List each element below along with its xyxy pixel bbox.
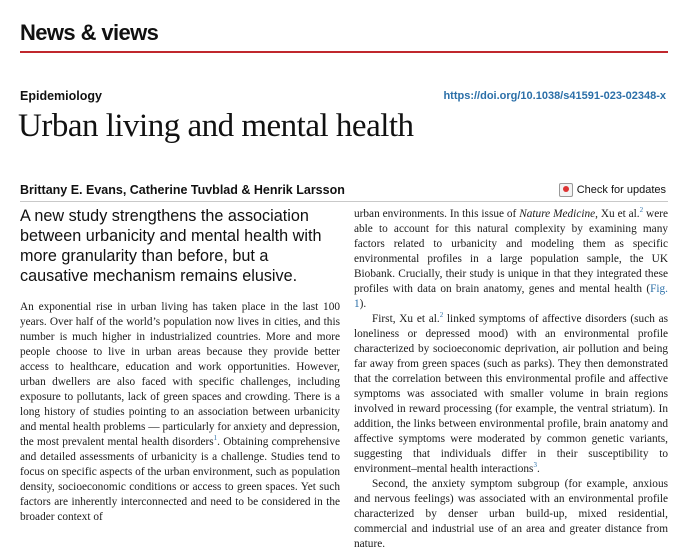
article-title: Urban living and mental health bbox=[18, 108, 414, 144]
paragraph: First, Xu et al.$^2$ linked symptoms of affective disorders (such as loneliness or depressed mood) with an environmental profile characterized by socioeconomic deprivation, air pollution and being far away from green spaces (such as parks). They then demonstrated that the correlation between this environmental profile and affective symptoms was associated with smaller volume in brain regions involved in reward processing (for example, the ventral striatum). In addition, the links between environmental profile, brain anatomy and affective symptoms were moderated by common genetic variants, suggesting that individuals differ in their susceptibility to environment–mental health interactions$^3$. bbox=[354, 311, 669, 475]
check-for-updates-button[interactable] bbox=[559, 183, 666, 197]
doi-link[interactable]: https://doi.org/10.1038/s41591-023-02348-x bbox=[443, 90, 666, 102]
author-rule bbox=[20, 201, 668, 202]
journal-name: Nature Medicine bbox=[519, 208, 596, 220]
figure-link[interactable]: Fig. 1 bbox=[354, 283, 668, 310]
masthead: News & views bbox=[20, 20, 159, 45]
section-label: Epidemiology bbox=[20, 89, 102, 103]
standfirst: A new study strengthens the association between urbanicity and mental health with more granularity than before, but a causative mechanism remains elusive. bbox=[20, 207, 322, 285]
body-column-left bbox=[20, 300, 340, 525]
reference-link[interactable]: 3 bbox=[533, 461, 537, 470]
masthead-rule bbox=[20, 51, 668, 53]
paragraph: urban environments. In this issue of Nature Medicine, Xu et al.$^2$ were able to account for this natural complexity by examining many factors related to urbanicity and modeling them as specific environmental profiles in a large population sample, the UK Biobank. Crucially, their study is unique in that they integrated these profiles with data on brain anatomy, genes and mental health (Fig. 1). bbox=[354, 206, 668, 310]
reference-link[interactable]: 2 bbox=[439, 311, 444, 320]
body-column-right bbox=[354, 207, 668, 552]
paragraph: Second, the anxiety symptom subgroup (for example, anxious and nervous feelings) was associated with an environmental profile characterized by denser urban build-up, mixed residential, commercial and industrial use of an area and greater distance from nature. bbox=[354, 478, 668, 550]
check-updates-icon bbox=[559, 183, 573, 197]
reference-link[interactable]: 1 bbox=[213, 434, 218, 443]
paragraph: An exponential rise in urban living has taken place in the last 100 years. Over half of the world’s population now lives in cities, and this number is much higher in industrialized countries. More and more people choose to live in urban areas because they provide better access to healthcare, education and work opportunities. However, urban dwellers are also faced with specific challenges, including exposure to pollutants, lack of green spaces and crowding. There is a long history of studies pointing to an association between urbanicity and mental health problems — particularly for anxiety and depression, the most prevalent mental health disorders$^1$. Obtaining comprehensive and detailed assessments of urbanicity is a challenge. Studies tend to focus on specific aspects of the urban environment, such as population density, socioeconomic conditions or access to green spaces. Yet such factors are inherently interconnected and need to be considered in the broader context of bbox=[20, 301, 340, 523]
check-updates-label: Check for updates bbox=[576, 184, 666, 196]
author-list: Brittany E. Evans, Catherine Tuvblad & Henrik Larsson bbox=[20, 183, 345, 197]
reference-link[interactable]: 2 bbox=[639, 206, 644, 215]
